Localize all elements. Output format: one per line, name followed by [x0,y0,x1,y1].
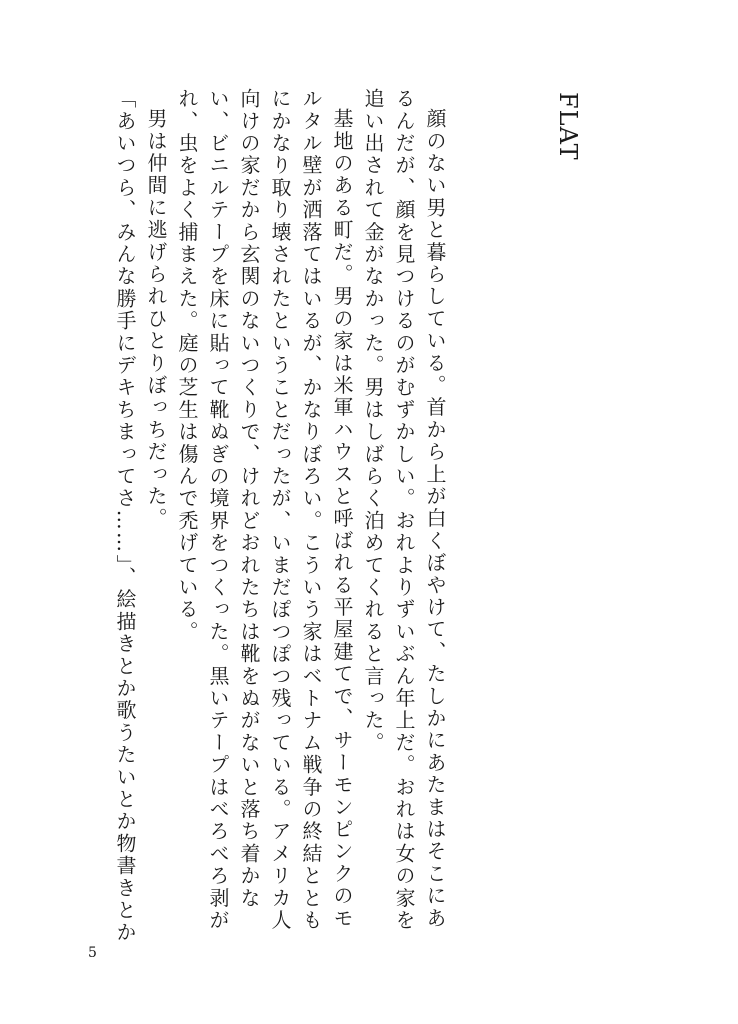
paragraph: 顔のない男と暮らしている。首から上が白くぼやけて、たしかにあたまはそこにあるんだが、顔を見つけるのがむずかしい。おれよりずいぶん年上だ。おれは女の家を追い出されて金がなかった。男はしばらく泊めてくれると言った。 [361,88,447,932]
paragraph: 基地のある町だ。男の家は米軍ハウスと呼ばれる平屋建てで、サーモンピンクのモルタル壁が洒落てはいるが、かなりぼろい。こういう家はベトナム戦争の終結とともにかなり取り壊されたということだったが、いまだぽつぽつ残っている。アメリカ人向けの家だから玄関のないつくりで、けれどおれたちは靴をぬがないと落ち着かない、ビニルテープを床に貼って靴ぬぎの境界をつくった。黒いテープはべろべろ剥がれ、虫をよく捕まえた。庭の芝生は傷んで禿げている。 [175,88,354,932]
page-number: 5 [88,945,97,961]
chapter-title: FLAT [554,92,582,161]
paragraph: 「あいつら、みんな勝手にデキちまってさ……」、絵描きとか歌うたいとか物書きとか [113,88,137,944]
body-text [70,88,450,948]
paragraph: 男は仲間に逃げられひとりぼっちだった。 [144,108,168,530]
